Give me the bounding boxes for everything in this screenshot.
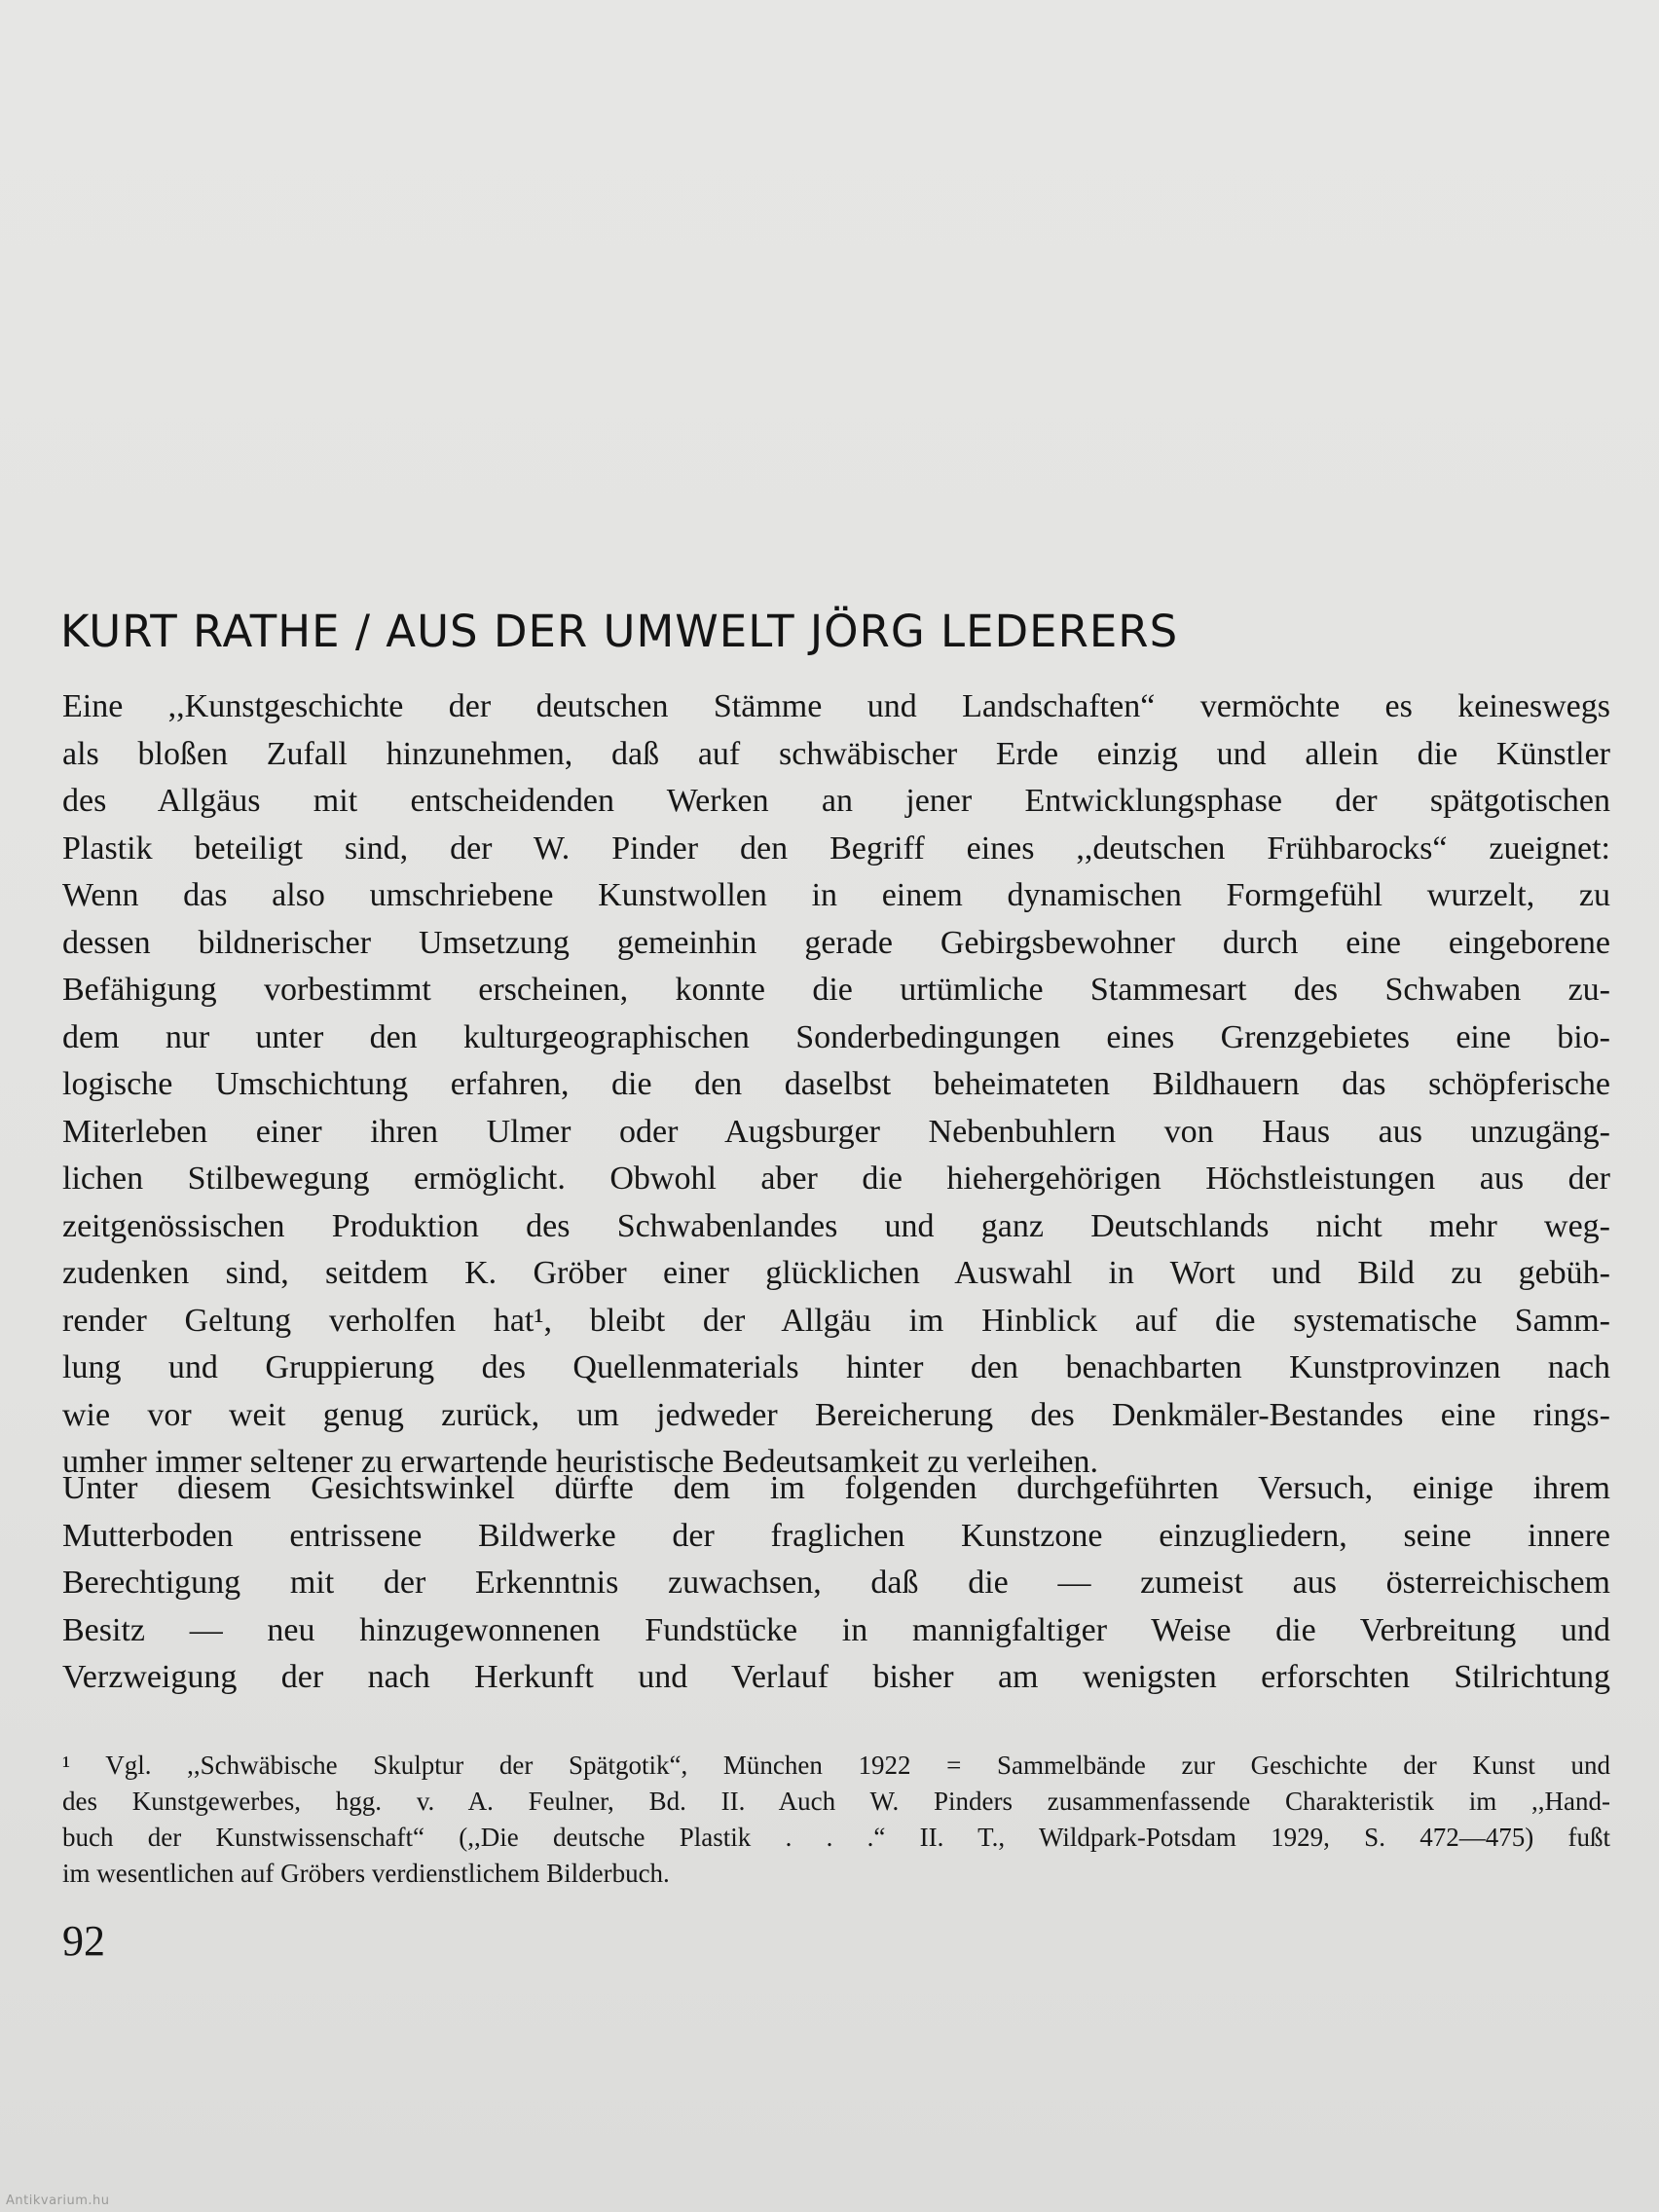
footnote-line: ¹ Vgl. ,,Schwäbische Skulptur der Spätgotik“, München 1922 = Sammelbände zur Geschichte der Kunst und (62, 1751, 1610, 1780)
paragraph-line: Verzweigung der nach Herkunft und Verlauf bisher am wenigsten erforschten Stilrichtung (62, 1659, 1610, 1695)
footnote-block (62, 1748, 1610, 1892)
paragraph-line: Befähigung vorbestimmt erscheinen, konnte die urtümliche Stammesart des Schwaben zu- (62, 972, 1610, 1008)
paragraph-line: Mutterboden entrissene Bildwerke der fraglichen Kunstzone einzugliedern, seine innere (62, 1517, 1610, 1554)
paragraph-line: Unter diesem Gesichtswinkel dürfte dem im folgenden durchgeführten Versuch, einige ihrem (62, 1470, 1610, 1506)
paragraph-line: des Allgäus mit entscheidenden Werken an jener Entwicklungsphase der spätgotischen (62, 783, 1610, 819)
footnote-line: des Kunstgewerbes, hgg. v. A. Feulner, Bd. II. Auch W. Pinders zusammenfassende Charakteristik im ,,Hand- (62, 1787, 1610, 1816)
article-title: KURT RATHE / AUS DER UMWELT JÖRG LEDERERS (60, 606, 1179, 657)
page-number: 92 (62, 1917, 105, 1965)
paragraph-line: zudenken sind, seitdem K. Gröber einer glücklichen Auswahl in Wort und Bild zu gebüh- (62, 1255, 1610, 1291)
paragraph-line: Berechtigung mit der Erkenntnis zuwachsen, daß die — zumeist aus österreichischem (62, 1565, 1610, 1601)
paragraph-line: render Geltung verholfen hat¹, bleibt der Allgäu im Hinblick auf die systematische Samm- (62, 1302, 1610, 1339)
body-paragraph-2 (62, 1465, 1610, 1702)
paragraph-line: umher immer seltener zu erwartende heuristische Bedeutsamkeit zu verleihen. (62, 1444, 1098, 1480)
paragraph-line: Miterleben einer ihren Ulmer oder Augsburger Nebenbuhlern von Haus aus unzugäng- (62, 1113, 1610, 1150)
paragraph-line: wie vor weit genug zurück, um jedweder Bereicherung des Denkmäler-Bestandes eine rings- (62, 1396, 1610, 1433)
paragraph-line: Besitz — neu hinzugewonnenen Fundstücke in mannigfaltiger Weise die Verbreitung und (62, 1611, 1610, 1648)
paragraph-line: Plastik beteiligt sind, der W. Pinder den Begriff eines ,,deutschen Frühbarocks“ zueignet: (62, 830, 1610, 866)
footnote-line: buch der Kunstwissenschaft“ (,,Die deutsche Plastik . . .“ II. T., Wildpark-Potsdam 1929, S. 472—475) fußt (62, 1823, 1610, 1852)
paragraph-line: Wenn das also umschriebene Kunstwollen in einem dynamischen Formgefühl wurzelt, zu (62, 877, 1610, 913)
body-paragraph-1 (62, 683, 1610, 1487)
paragraph-line: logische Umschichtung erfahren, die den daselbst beheimateten Bildhauern das schöpferische (62, 1066, 1610, 1102)
paragraph-line: Eine ,,Kunstgeschichte der deutschen Stämme und Landschaften“ vermöchte es keineswegs (62, 688, 1610, 724)
footnote-line: im wesentlichen auf Gröbers verdienstlichem Bilderbuch. (62, 1859, 670, 1888)
paragraph-line: dessen bildnerischer Umsetzung gemeinhin gerade Gebirgsbewohner durch eine eingeborene (62, 924, 1610, 961)
paragraph-line: lung und Gruppierung des Quellenmaterials hinter den benachbarten Kunstprovinzen nach (62, 1349, 1610, 1385)
paragraph-line: dem nur unter den kulturgeographischen Sonderbedingungen eines Grenzgebietes eine bio- (62, 1018, 1610, 1055)
paragraph-line: lichen Stilbewegung ermöglicht. Obwohl aber die hiehergehörigen Höchstleistungen aus der (62, 1161, 1610, 1197)
watermark: Antikvarium.hu (6, 2194, 110, 2208)
paragraph-line: zeitgenössischen Produktion des Schwabenlandes und ganz Deutschlands nicht mehr weg- (62, 1207, 1610, 1244)
paragraph-line: als bloßen Zufall hinzunehmen, daß auf schwäbischer Erde einzig und allein die Künstler (62, 735, 1610, 772)
